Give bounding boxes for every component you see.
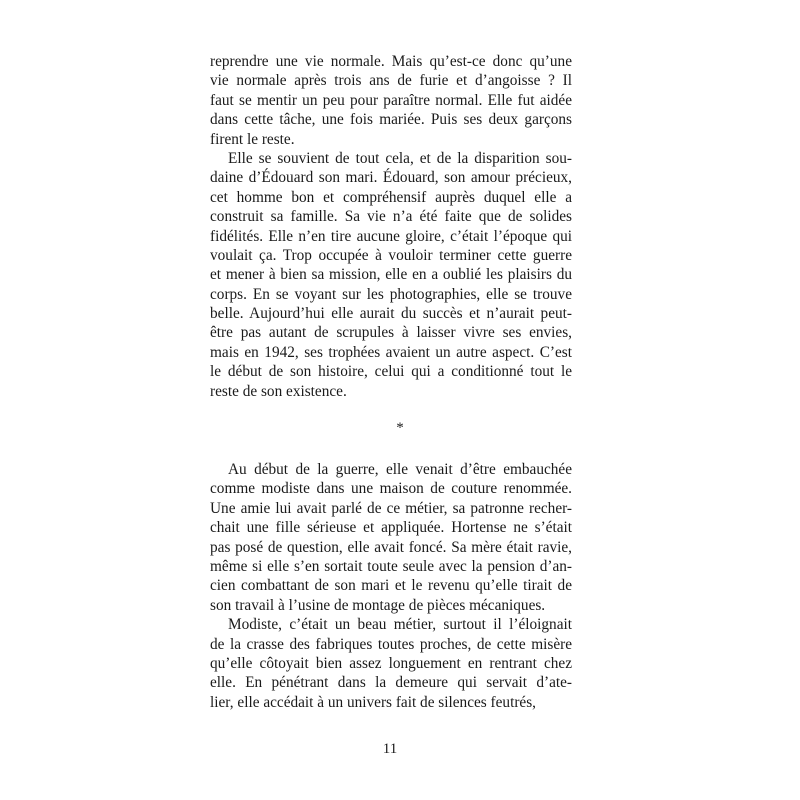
text-line: firent le reste. [210, 130, 295, 148]
text-line: reprendre une vie normale. Mais qu’est-ce donc qu’une [210, 53, 572, 70]
text-line: chait une fille sérieuse et appliquée. Hortense ne s’était [210, 519, 572, 537]
text-line: dans cette tâche, une fois mariée. Puis ses deux garçons [210, 111, 572, 129]
paragraph [210, 460, 572, 615]
text-line: fidélités. Elle n’en tire aucune gloire, c’était l’époque qui [210, 227, 572, 245]
paragraph [210, 149, 572, 401]
text-block-bottom [210, 460, 572, 712]
text-line: Au début de la guerre, elle venait d’être embauchée [228, 461, 572, 478]
text-line: faut se mentir un peu pour paraître normal. Elle fut aidée [210, 91, 572, 109]
section-separator: * [396, 420, 404, 436]
paragraph [210, 52, 572, 149]
text-line: elle. En pénétrant dans la demeure qui servait d’ate- [210, 674, 572, 692]
text-block-top [210, 52, 572, 401]
text-line: le début de son histoire, celui qui a conditionné tout le [210, 363, 572, 381]
text-line: voulait ça. Trop occupée à vouloir terminer cette guerre [210, 246, 572, 264]
paragraph [210, 615, 572, 712]
page-number: 11 [382, 741, 398, 757]
text-line: et mener à bien sa mission, elle en a oublié les plaisirs du [210, 266, 572, 284]
text-line: corps. En se voyant sur les photographies, elle se trouve [210, 285, 572, 303]
text-line: mais en 1942, ses trophées avaient un autre aspect. C’est [210, 343, 572, 361]
text-line: Une amie lui avait parlé de ce métier, sa patronne recher- [210, 499, 572, 517]
text-line: Modiste, c’était un beau métier, surtout il l’éloignait [228, 616, 572, 634]
text-line: daine d’Édouard son mari. Édouard, son amour précieux, [210, 169, 572, 187]
text-line: cien combattant de son mari et le revenu qu’elle tirait de [210, 577, 572, 595]
text-line: belle. Aujourd’hui elle aurait du succès et n’aurait peut- [210, 305, 572, 323]
text-line: construit sa famille. Sa vie n’a été faite que de solides [210, 208, 572, 226]
text-line: vie normale après trois ans de furie et d’angoisse ? Il [210, 72, 572, 90]
text-line: Elle se souvient de tout cela, et de la disparition sou- [228, 149, 572, 167]
text-line: reste de son existence. [210, 382, 347, 400]
text-line: son travail à l’usine de montage de pièces mécaniques. [210, 596, 546, 614]
text-line: comme modiste dans une maison de couture renommée. [210, 480, 572, 498]
text-line: qu’elle côtoyait bien assez longuement en rentrant chez [210, 654, 572, 672]
text-line: être pas autant de scrupules à laisser vivre ses envies, [210, 324, 572, 342]
text-line: de la crasse des fabriques toutes proches, de cette misère [210, 635, 572, 653]
text-line: lier, elle accédait à un univers fait de silences feutrés, [210, 693, 536, 711]
text-line: même si elle s’en sortait toute seule avec la pension d’an- [210, 557, 572, 575]
text-line: pas posé de question, elle avait foncé. Sa mère était ravie, [210, 538, 572, 556]
text-line: cet homme bon et compréhensif auprès duquel elle a [210, 188, 572, 206]
